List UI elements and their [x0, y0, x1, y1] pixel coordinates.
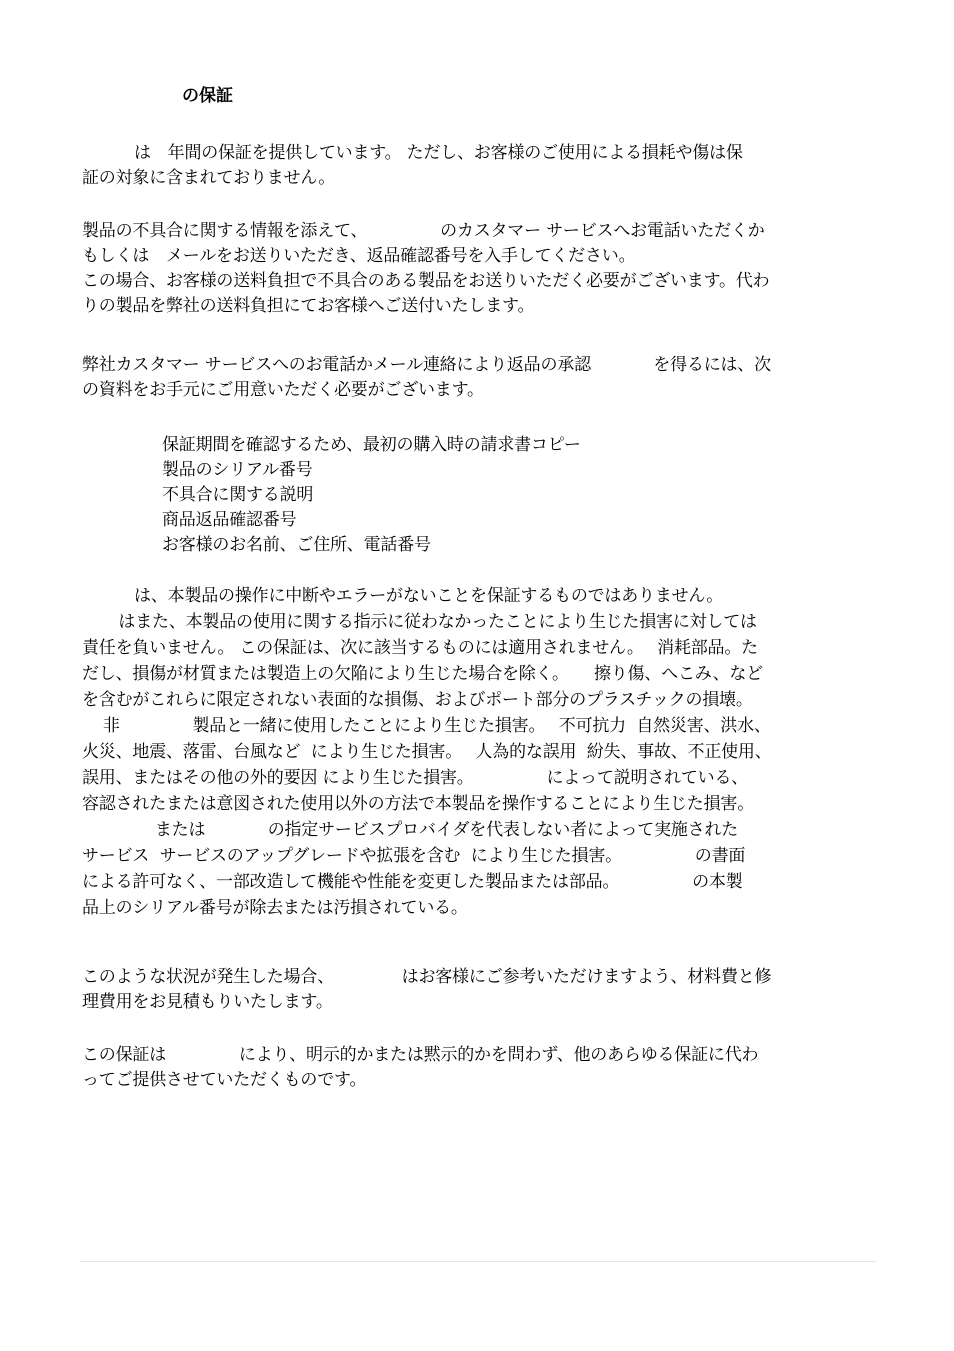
page-title: の保証: [182, 86, 233, 106]
text-line: だし、損傷が材質または製造上の欠陥により生じた場合を除く。 擦り傷、へこみ、など: [82, 664, 763, 684]
text-line: は 年間の保証を提供しています。 ただし、お客様のご使用による損耗や傷は保: [82, 143, 743, 163]
text-line: 理費用をお見積もりいたします。: [82, 992, 333, 1012]
list-item: お客様のお名前、ご住所、電話番号: [162, 535, 431, 555]
text-line: の資料をお手元にご用意いただく必要がございます。: [82, 380, 484, 400]
list-item: 不具合に関する説明: [162, 485, 314, 505]
text-line: による許可なく、一部改造して機能や性能を変更した製品または部品。 の本製: [82, 872, 743, 892]
list-item: 保証期間を確認するため、最初の購入時の請求書コピー: [162, 435, 581, 455]
defect-contact-paragraph: [82, 219, 882, 319]
exclusive-warranty-paragraph: [82, 1043, 882, 1093]
exclusions-paragraph: [82, 584, 882, 922]
text-line: は、本製品の操作に中断やエラーがないことを保証するものではありません。: [82, 586, 724, 606]
text-line: を含むがこれらに限定されない表面的な損傷、およびポート部分のプラスチックの損壊。: [82, 690, 753, 710]
text-line: ってご提供させていただくものです。: [82, 1070, 367, 1090]
footer-divider: [80, 1261, 876, 1262]
required-documents-list: [162, 433, 581, 558]
list-item: 商品返品確認番号: [162, 510, 297, 530]
text-line: 弊社カスタマー サービスへのお電話かメール連絡により返品の承認 を得るには、次: [82, 355, 771, 375]
text-line: サービス サービスのアップグレードや拡張を含む により生じた損害。 の書面: [82, 846, 746, 866]
text-line: もしくは メールをお送りいただき、返品確認番号を入手してください。: [82, 246, 636, 266]
text-line: 証の対象に含まれておりません。: [82, 168, 336, 188]
warranty-period-paragraph: [82, 141, 882, 191]
list-item: 製品のシリアル番号: [162, 460, 313, 480]
text-line: 誤用、またはその他の外的要因 により生じた損害。 によって説明されている、: [82, 768, 749, 788]
text-line: 火災、地震、落雷、台風など により生じた損害。 人為的な誤用 紛失、事故、不正使用、: [82, 742, 772, 762]
text-line: この場合、お客様の送料負担で不具合のある製品をお送りいただく必要がございます。代わ: [82, 271, 770, 291]
text-line: または の指定サービスプロバイダを代表しない者によって実施された: [82, 820, 739, 840]
text-line: 容認されたまたは意図された使用以外の方法で本製品を操作することにより生じた損害。: [82, 794, 754, 814]
text-line: りの製品を弊社の送料負担にてお客様へご送付いたします。: [82, 296, 535, 316]
text-line: はまた、本製品の使用に関する指示に従わなかったことにより生じた損害に対しては: [82, 612, 757, 632]
text-line: このような状況が発生した場合、 はお客様にご参考いただけますよう、材料費と修: [82, 967, 772, 987]
text-line: 品上のシリアル番号が除去または汚損されている。: [82, 898, 468, 918]
return-approval-paragraph: [82, 353, 882, 403]
text-line: この保証は により、明示的かまたは黙示的かを問わず、他のあらゆる保証に代わ: [82, 1045, 759, 1065]
repair-estimate-paragraph: [82, 965, 882, 1015]
text-line: 非 製品と一緒に使用したことにより生じた損害。 不可抗力 自然災害、洪水、: [82, 716, 771, 736]
text-line: 責任を負いません。 この保証は、次に該当するものには適用されません。 消耗部品。た: [82, 638, 758, 658]
text-line: 製品の不具合に関する情報を添えて、 のカスタマー サービスへお電話いただくか: [82, 221, 765, 241]
